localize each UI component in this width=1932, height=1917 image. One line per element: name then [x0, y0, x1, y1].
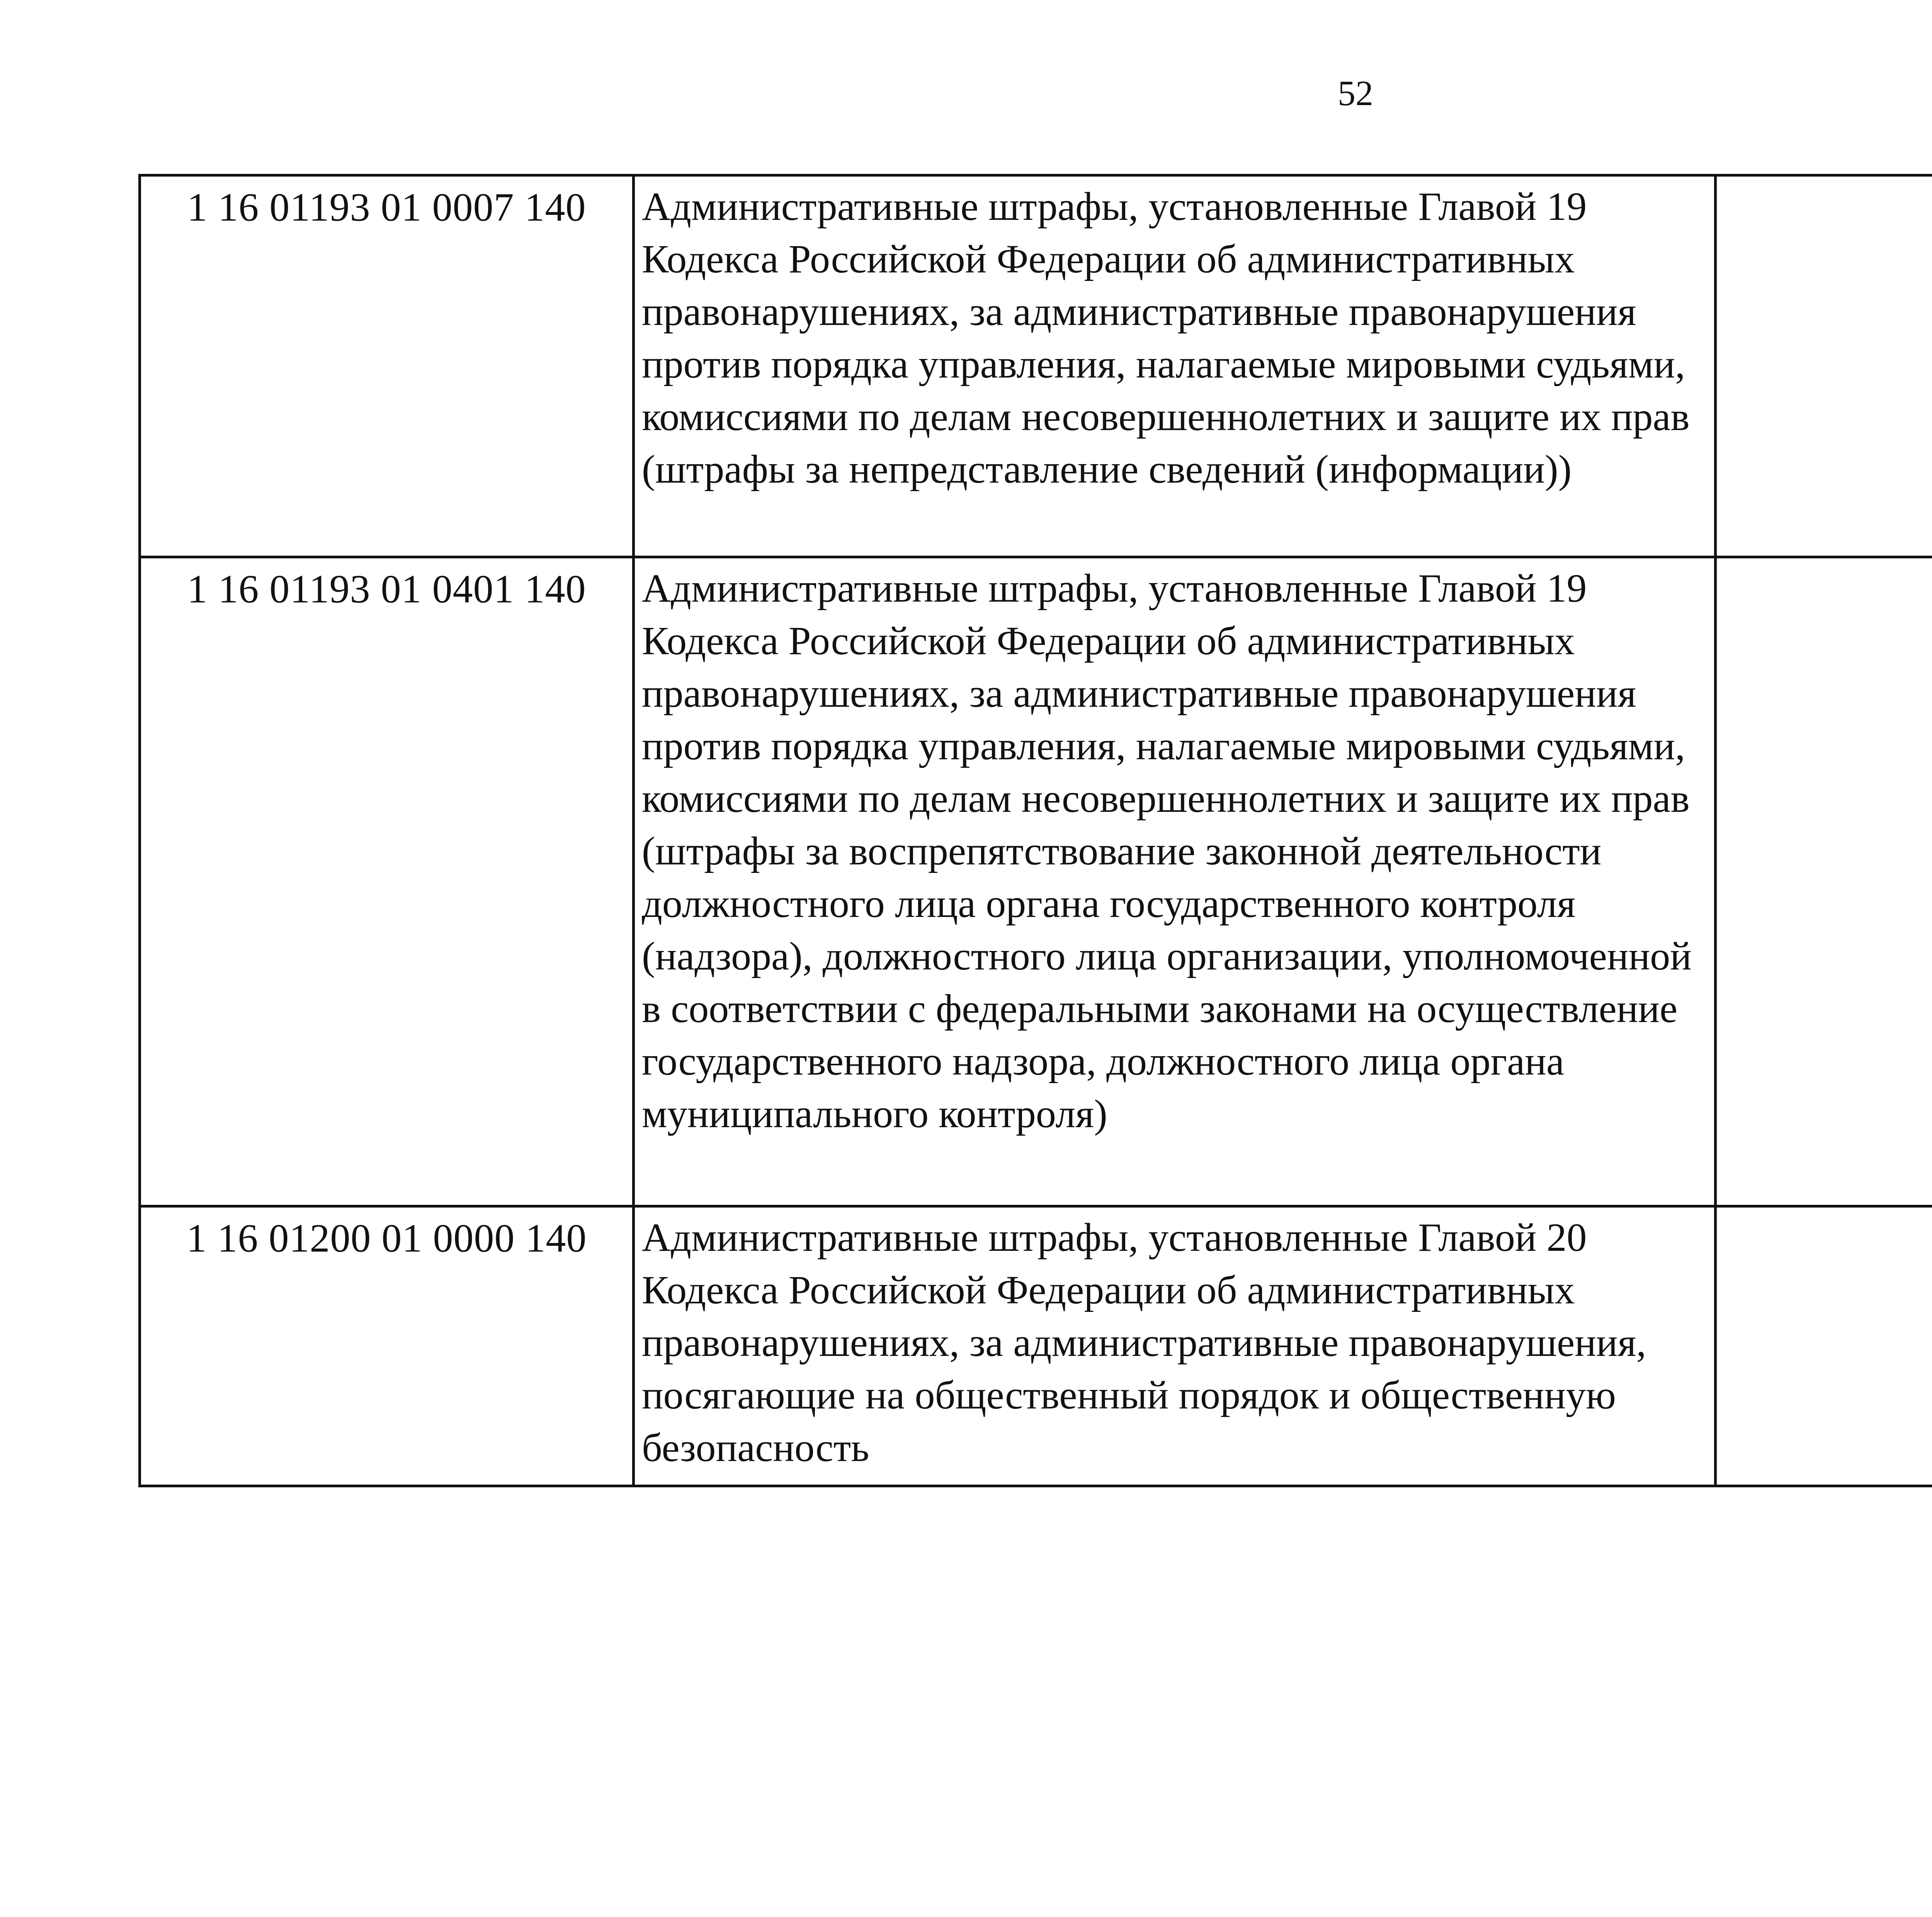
value-year-1	[1716, 175, 1932, 557]
budget-classification-code: 1 16 01200 01 0000 140	[140, 1206, 634, 1486]
table-row	[140, 557, 1932, 1206]
revenue-description: Административные штрафы, установленные Главой 19 Кодекса Российской Федерации об административных правонарушениях, за административные правонарушения против порядка управления, налагаемые мировыми судьями, комиссиями по делам несовершеннолетних и защите их прав (штрафы за воспрепятствование законной деятельности должностного лица органа государственного контроля (надзора), должностного лица организации, уполномоченной в соответствии с федеральными законами на осуществление государственного надзора, должностного лица органа муниципального контроля)	[634, 557, 1716, 1206]
revenue-description: Административные штрафы, установленные Главой 19 Кодекса Российской Федерации об административных правонарушениях, за административные правонарушения против порядка управления, налагаемые мировыми судьями, комиссиями по делам несовершеннолетних и защите их прав (штрафы за непредставление сведений (информации))	[634, 175, 1716, 557]
budget-classification-code: 1 16 01193 01 0401 140	[140, 557, 634, 1206]
table-row	[140, 1206, 1932, 1486]
value-year-1	[1716, 1206, 1932, 1486]
budget-classification-code: 1 16 01193 01 0007 140	[140, 175, 634, 557]
revenue-description: Административные штрафы, установленные Главой 20 Кодекса Российской Федерации об административных правонарушениях, за административные правонарушения, посягающие на общественный порядок и общественную безопасность	[634, 1206, 1716, 1486]
value-year-1	[1716, 557, 1932, 1206]
page-number: 52	[1338, 73, 1373, 113]
table-row	[140, 175, 1932, 557]
budget-revenue-table	[138, 174, 1932, 1487]
